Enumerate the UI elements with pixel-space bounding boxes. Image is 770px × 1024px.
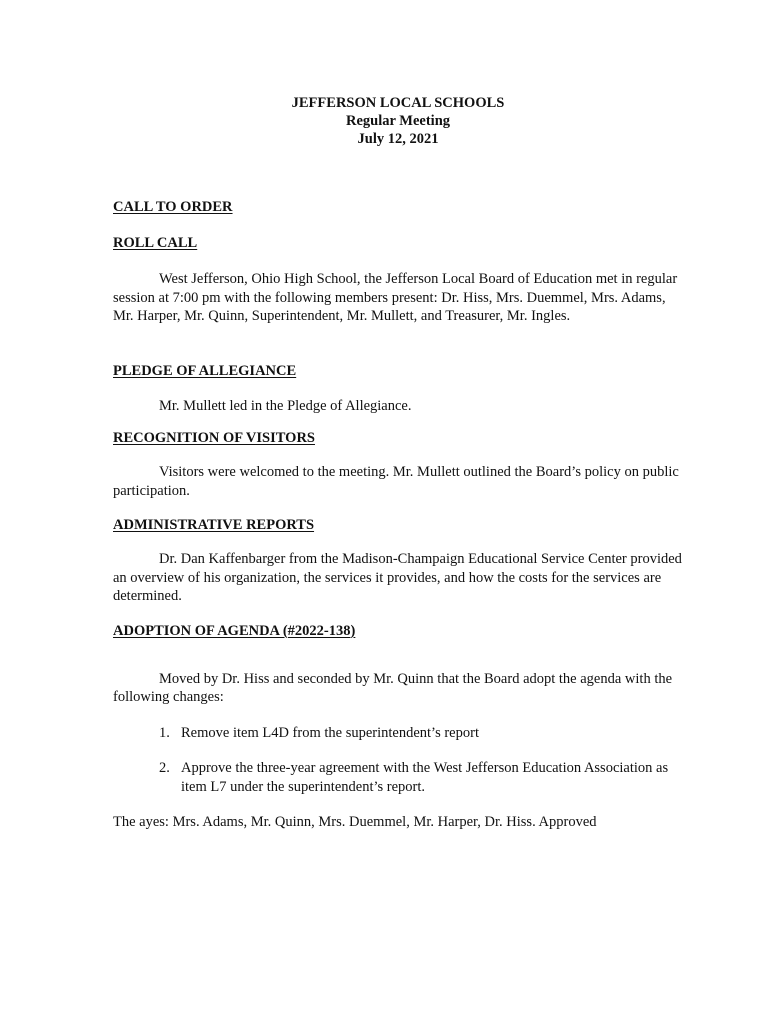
list-item (113, 724, 683, 743)
heading-roll-call: ROLL CALL (113, 235, 198, 251)
pledge-text: Mr. Mullett led in the Pledge of Allegiance. (159, 397, 412, 414)
admin-reports-text: Dr. Dan Kaffenbarger from the Madison-Champaign Educational Service Center provided an overview of his organization, the services it provides, and how the costs for the services are determined. (113, 551, 682, 604)
heading-pledge: PLEDGE OF ALLEGIANCE (113, 362, 297, 379)
list-item (113, 759, 683, 796)
meeting-type: Regular Meeting (345, 113, 451, 129)
list-item-text: Remove item L4D from the superintendent’s report (181, 724, 479, 741)
list-item-text: Approve the three-year agreement with the West Jefferson Education Association as item L7 under the superintendent’s report. (181, 760, 669, 795)
heading-admin-reports: ADMINISTRATIVE REPORTS (113, 517, 315, 533)
heading-visitors: RECOGNITION OF VISITORS (113, 430, 315, 446)
document-page (113, 94, 683, 832)
agenda-text: Moved by Dr. Hiss and seconded by Mr. Quinn that the Board adopt the agenda with the following changes: (113, 670, 673, 705)
heading-call-to-order: CALL TO ORDER (113, 199, 233, 215)
list-item-number: 1. (159, 724, 170, 741)
meeting-date: July 12, 2021 (357, 131, 439, 147)
heading-agenda: ADOPTION OF AGENDA (#2022-138) (113, 622, 356, 639)
agenda-changes-list (113, 724, 683, 797)
org-title: JEFFERSON LOCAL SCHOOLS (291, 95, 505, 111)
list-item-number: 2. (159, 760, 170, 776)
document-header (113, 94, 683, 148)
agenda-vote: The ayes: Mrs. Adams, Mr. Quinn, Mrs. Duemmel, Mr. Harper, Dr. Hiss. Approved (113, 814, 597, 830)
roll-call-text: West Jefferson, Ohio High School, the Jefferson Local Board of Education met in regular session at 7:00 pm with the following members present: Dr. Hiss, Mrs. Duemmel, Mrs. Adams, Mr. Harper, Mr. Quinn, Superintendent, Mr. Mullett, and Treasurer, Mr. Ingles. (113, 271, 678, 324)
visitors-text: Visitors were welcomed to the meeting. Mr. Mullett outlined the Board’s policy on public participation. (113, 464, 679, 499)
